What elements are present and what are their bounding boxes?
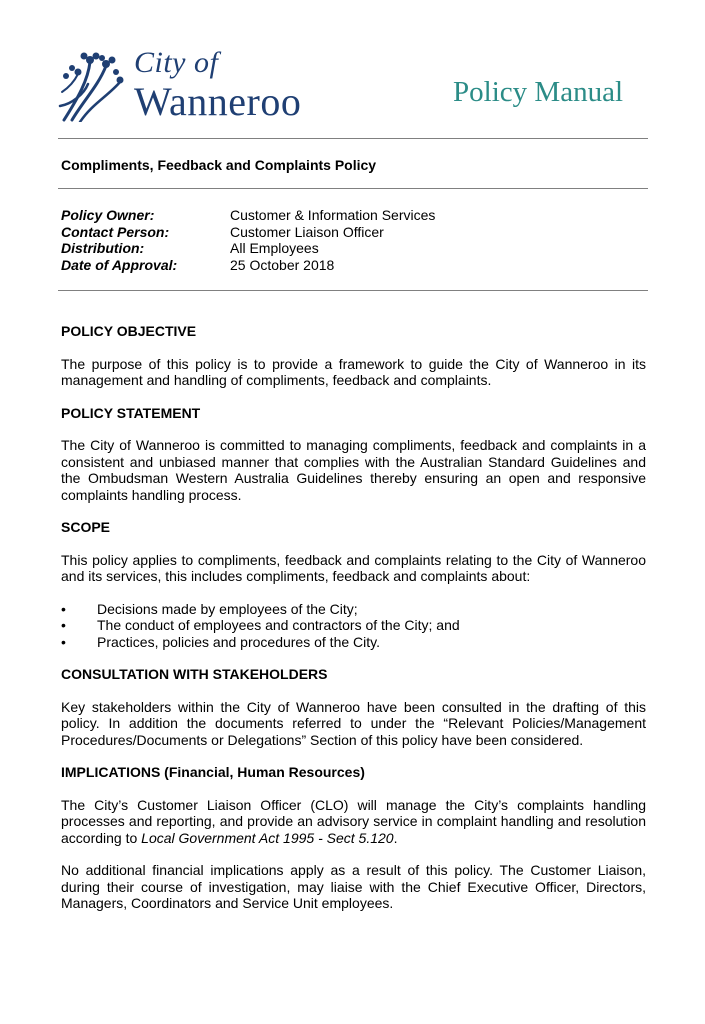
policy-title: Compliments, Feedback and Complaints Policy (61, 157, 377, 173)
section-heading-implications: IMPLICATIONS (Financial, Human Resources) (61, 764, 365, 780)
section-text-scope: This policy applies to compliments, feedback and complaints relating to the City of Wanneroo and its services, this includes compliments, feedback and complaints about: (61, 551, 646, 584)
section-heading-consultation: CONSULTATION WITH STAKEHOLDERS (61, 666, 328, 682)
policy-meta-table (61, 207, 435, 273)
meta-key: Policy Owner: (61, 207, 155, 223)
meta-key: Date of Approval: (61, 256, 178, 273)
bullet-icon: • (61, 600, 66, 617)
list-item (61, 617, 646, 634)
implications-text-end: . (393, 829, 398, 846)
section-text-objective: The purpose of this policy is to provide a framework to guide the City of Wanneroo in its management and handling of compliments, feedback and complaints. (61, 355, 646, 388)
meta-key: Distribution: (61, 240, 145, 256)
divider (58, 138, 648, 139)
policy-body (61, 323, 646, 928)
scope-bullet-list (61, 601, 646, 651)
meta-value: Customer Liaison Officer (230, 223, 384, 240)
logo-text-wanneroo: Wanneroo (134, 79, 302, 124)
kangaroo-paw-logo-icon (58, 48, 128, 122)
meta-value: 25 October 2018 (230, 256, 335, 273)
meta-value: All Employees (230, 240, 319, 256)
section-text-consultation: Key stakeholders within the City of Wanneroo have been consulted in the drafting of this policy. In addition the documents referred to under the “Relevant Policies/Management Procedures/Documents or Delegations” Section of this policy have been considered. (61, 698, 646, 748)
meta-row-policy-owner (61, 207, 435, 224)
bullet-icon: • (61, 617, 66, 633)
divider (58, 290, 648, 291)
list-item (61, 634, 646, 651)
implications-text-main: The City’s Customer Liaison Officer (CLO) will manage the City’s complaints handling processes and reporting, and provide an advisory service in complaint handling and resolution according to (61, 796, 646, 846)
legislation-reference: Local Government Act 1995 - Sect 5.120 (141, 829, 394, 846)
divider (58, 188, 648, 189)
section-text-statement: The City of Wanneroo is committed to managing compliments, feedback and complaints in a consistent and unbiased manner that complies with the Australian Standard Guidelines and the Ombudsman Western Australia Guidelines thereby ensuring an open and responsive complaints handling process. (61, 437, 646, 503)
meta-key: Contact Person: (61, 223, 170, 240)
section-heading-objective: POLICY OBJECTIVE (61, 323, 197, 339)
list-item-text: Decisions made by employees of the City; (97, 600, 358, 617)
section-text-implications-1 (61, 797, 646, 847)
meta-value: Customer & Information Services (230, 207, 436, 223)
list-item (61, 601, 646, 618)
section-heading-statement: POLICY STATEMENT (61, 404, 201, 421)
meta-row-contact-person (61, 224, 435, 241)
section-heading-scope: SCOPE (61, 519, 111, 535)
policy-manual-title: Policy Manual (453, 76, 623, 108)
city-logo (58, 44, 328, 124)
list-item-text: Practices, policies and procedures of the City. (97, 633, 380, 650)
list-item-text: The conduct of employees and contractors of the City; and (97, 617, 460, 633)
bullet-icon: • (61, 633, 66, 650)
meta-row-distribution (61, 240, 435, 257)
meta-row-date-of-approval (61, 257, 435, 274)
section-text-implications-2: No additional financial implications apply as a result of this policy. The Customer Liaison, during their course of investigation, may liaise with the Chief Executive Officer, Directors, Managers, Coordinators and Service Unit employees. (61, 862, 646, 911)
logo-text-city-of: City of (134, 46, 219, 79)
